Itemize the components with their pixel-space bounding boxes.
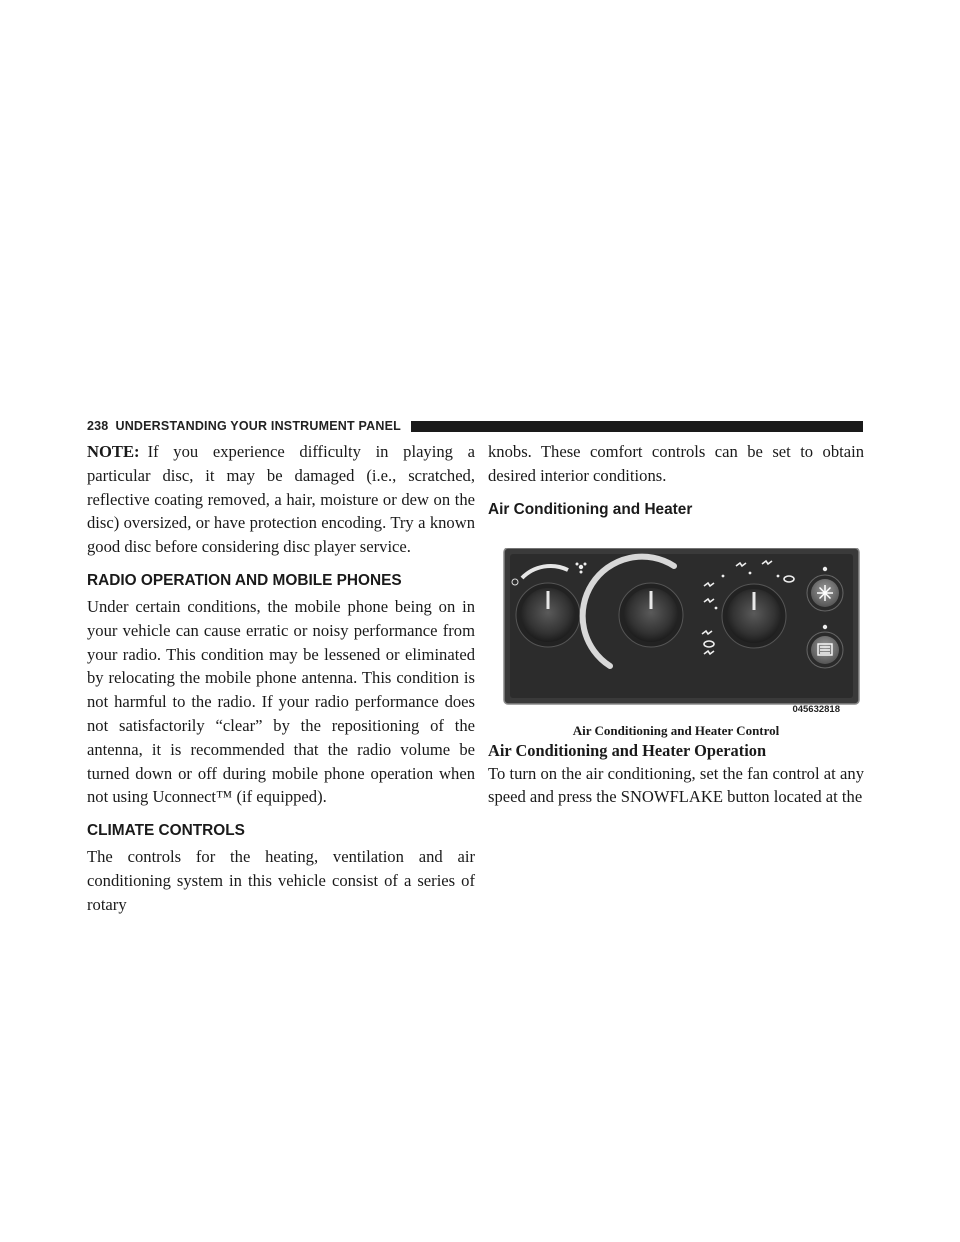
heading-climate-controls: CLIMATE CONTROLS xyxy=(87,822,245,840)
radio-paragraph: Under certain conditions, the mobile phone being on in your vehicle can cause erratic or noisy performance from your radio. This condition may be lessened or eliminated by relocating the mobile phone antenna. This condition is not harmful to the radio. If your radio performance does not satisfactorily “clear” by the repositioning of the antenna, it is recommended that the radio volume be turned down or off during mobile phone operation when not using Uconnect™ (if equipped). xyxy=(87,596,475,807)
section-title: UNDERSTANDING YOUR INSTRUMENT PANEL xyxy=(115,419,401,433)
fan-speed-knob[interactable] xyxy=(516,583,580,647)
heading-ac-heater: Air Conditioning and Heater xyxy=(488,500,693,518)
climate-paragraph: The controls for the heating, ventilation and air conditioning system in this vehicle consist of a series of rotary xyxy=(87,847,475,914)
temperature-knob[interactable] xyxy=(619,583,683,647)
ac-indicator-light xyxy=(823,566,827,570)
note-text: If you experience difficulty in playing a particular disc, it may be damaged (i.e., scratched, reflective coating removed, a hair, moisture or dew on the disc) oversized, or have protection encoding. Try a known good disc before considering disc player service. xyxy=(87,442,475,557)
operation-paragraph: To turn on the air conditioning, set the fan control at any speed and press the SNOWFLAKE button located at the xyxy=(488,763,864,807)
page-number: 238 xyxy=(87,419,109,433)
defrost-indicator-light xyxy=(823,624,827,628)
continued-paragraph: knobs. These comfort controls can be set to obtain desired interior conditions. xyxy=(488,442,864,485)
figure-code: 045632818 xyxy=(792,703,840,715)
note-paragraph xyxy=(87,440,475,559)
rear-defrost-button[interactable] xyxy=(807,632,843,668)
ac-snowflake-button[interactable] xyxy=(807,575,843,611)
heading-radio-operation: RADIO OPERATION AND MOBILE PHONES xyxy=(87,571,402,589)
figure-caption: Air Conditioning and Heater Control xyxy=(572,722,780,738)
note-label: NOTE: xyxy=(87,442,140,461)
left-column xyxy=(87,440,475,917)
page-header xyxy=(87,415,863,437)
mode-knob[interactable] xyxy=(722,584,786,648)
ac-heater-control-figure xyxy=(488,548,864,744)
ac-control-panel-illustration xyxy=(488,548,864,708)
heading-ac-heater-operation: Air Conditioning and Heater Operation xyxy=(488,740,767,760)
header-rule xyxy=(411,421,863,432)
right-column xyxy=(488,440,864,809)
